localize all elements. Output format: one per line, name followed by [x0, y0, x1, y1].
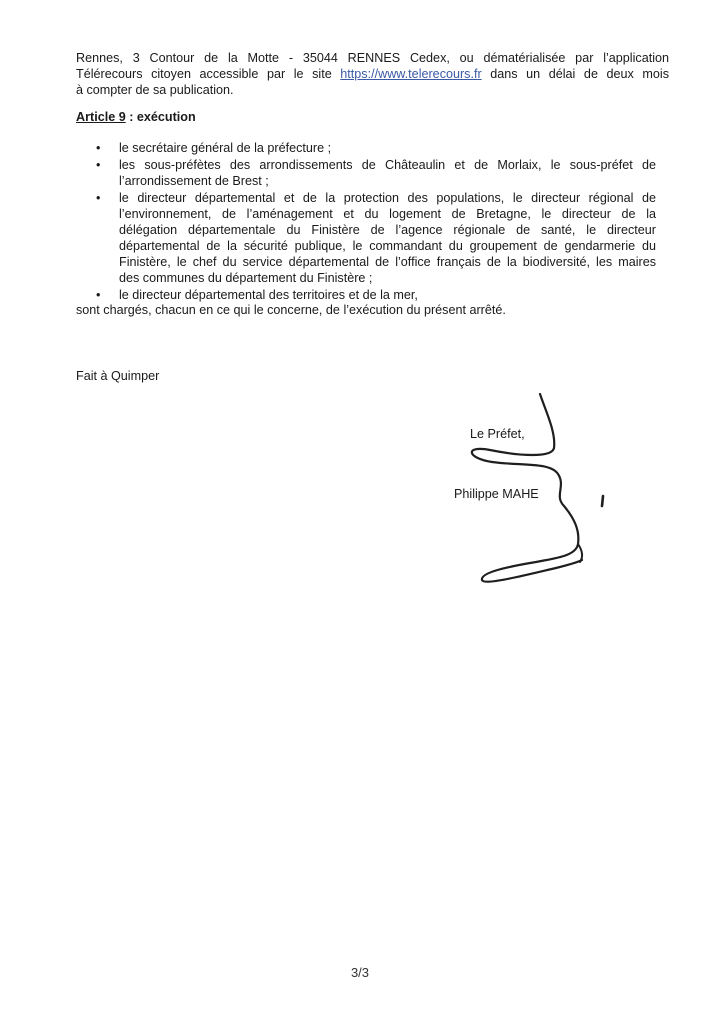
place-of-signature: Fait à Quimper	[76, 369, 160, 383]
signatory-title: Le Préfet,	[470, 427, 525, 441]
intro-line-3: à compter de sa publication.	[76, 83, 234, 97]
list-item-line: les sous-préfètes des arrondissements de Châteaulin et de Morlaix, le sous-préfet de	[119, 158, 656, 172]
list-item-line: le directeur départemental des territoires et de la mer,	[119, 288, 418, 302]
appeal-paragraph	[76, 50, 669, 98]
closing-sentence: sont chargés, chacun en ce qui le concerne, de l’exécution du présent arrêté.	[76, 303, 506, 317]
intro-line-2-end: dans un délai de deux mois	[481, 67, 670, 81]
list-item-line: délégation départementale du Finistère de l’agence régionale de santé, le directeur	[119, 223, 656, 237]
list-item	[96, 287, 656, 303]
list-item-line: le secrétaire général de la préfecture ;	[119, 141, 332, 155]
bullet-marker: •	[96, 191, 101, 205]
list-item-line: l’arrondissement de Brest ;	[119, 174, 269, 188]
intro-line-2	[76, 66, 669, 82]
list-item	[96, 140, 656, 156]
list-item	[96, 190, 656, 286]
list-item	[96, 157, 656, 189]
list-item-line: le directeur départemental et de la protection des populations, le directeur régional de	[119, 191, 656, 205]
intro-line-1: Rennes, 3 Contour de la Motte - 35044 RENNES Cedex, ou dématérialisée par l’application	[76, 51, 669, 65]
list-item-line: des communes du département du Finistère ;	[119, 271, 373, 285]
page-number: 3/3	[350, 965, 370, 980]
intro-line-2-start: Télérecours citoyen accessible par le site	[76, 67, 341, 81]
article-label: Article 9	[76, 110, 126, 124]
list-item-line: l’environnement, de l’aménagement et du logement de Bretagne, le directeur de la	[119, 207, 656, 221]
bullet-marker: •	[96, 141, 101, 155]
signatory-name: Philippe MAHE	[454, 487, 539, 501]
bullet-marker: •	[96, 158, 101, 172]
list-item-line: Finistère, le chef du service départemental de l’office français de la biodiversité, les maires	[119, 255, 656, 269]
telerecours-link[interactable]: https://www.telerecours.fr	[340, 67, 482, 81]
article-heading	[76, 109, 196, 125]
responsible-list	[96, 140, 656, 304]
list-item-line: départemental de la sécurité publique, le commandant du groupement de gendarmerie du	[119, 239, 656, 253]
bullet-marker: •	[96, 288, 101, 302]
article-title: : exécution	[125, 110, 196, 124]
